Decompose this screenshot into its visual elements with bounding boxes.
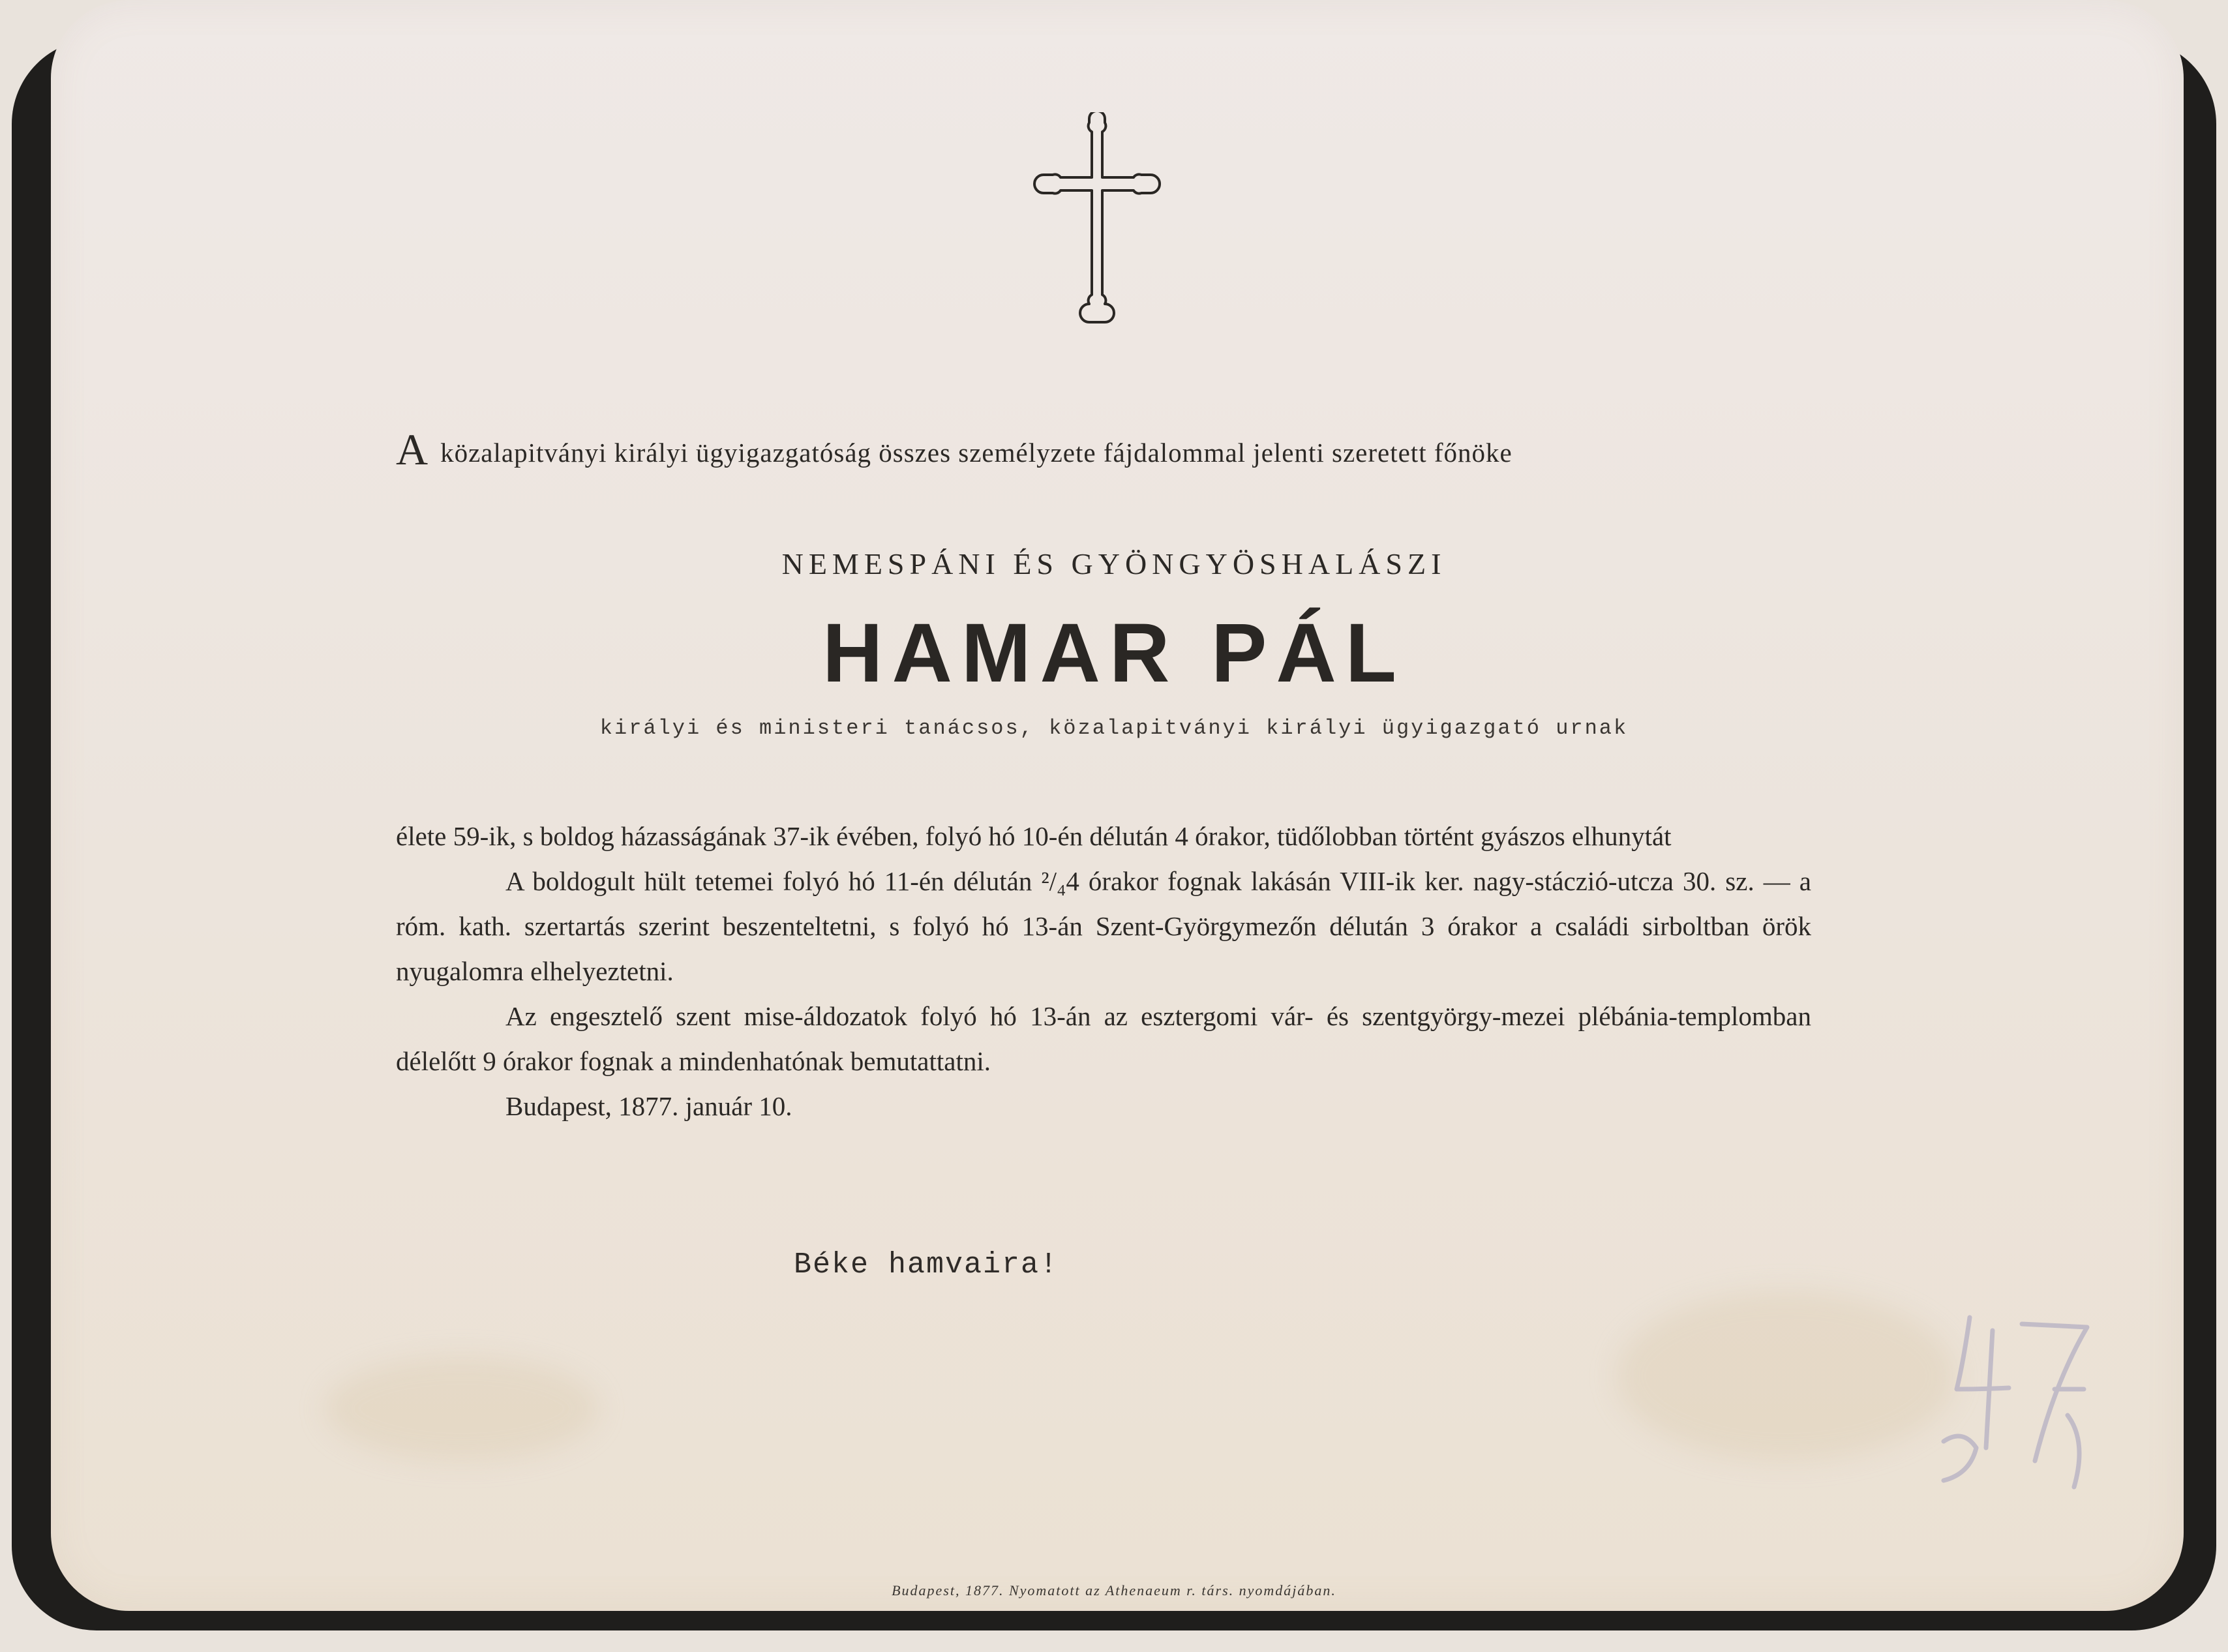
cross-icon — [1019, 112, 1175, 334]
printer-note: Budapest, 1877. Nyomatott az Athenaeum r. társ. nyomdájában. — [892, 1582, 1336, 1599]
paper-stain — [1616, 1291, 1955, 1461]
blessing: Béke hamvaira! — [793, 1248, 1059, 1282]
opening-initial: A — [396, 425, 429, 474]
paragraph-funeral: A boldogult hült tetemei folyó hó 11-én délután ²/₄4 órakor fognak lakásán VIII-ik ker. nagy-stáczió-utcza 30. sz. — a róm. kath. szertartás szerint beszenteltetni, s folyó hó 13-án Szent-Györgymezőn délután 3 órakor a családi sirboltban örök nyugalomra elhelyeztetni. — [396, 866, 1811, 986]
notice-body — [396, 814, 1811, 1129]
deceased-name: HAMAR PÁL — [822, 607, 1406, 700]
paragraph-place-date: Budapest, 1877. január 10. — [505, 1091, 792, 1121]
deceased-titles: királyi és ministeri tanácsos, közalapitványi királyi ügyigazgató urnak — [599, 716, 1629, 740]
opening-text: közalapitványi királyi ügyigazgatóság összes személyzete fájdalommal jelenti szeretett főnöke — [440, 438, 1513, 468]
noble-title: NEMESPÁNI ÉS GYÖNGYÖSHALÁSZI — [781, 547, 1447, 580]
paragraph-death-date: élete 59-ik, s boldog házasságának 37-ik évében, folyó hó 10-én délután 4 órakor, tüdőlobban történt gyászos elhunytát — [396, 821, 1672, 851]
opening-line — [396, 424, 1805, 475]
paragraph-mass: Az engesztelő szent mise-áldozatok folyó hó 13-án az esztergomi vár- és szentgyörgy-mezei plébánia-templomban délelőtt 9 órakor fognak a mindenhatónak bemutattatni. — [396, 1001, 1811, 1076]
paper-stain — [325, 1357, 599, 1461]
handwritten-number-47 — [1924, 1291, 2133, 1507]
